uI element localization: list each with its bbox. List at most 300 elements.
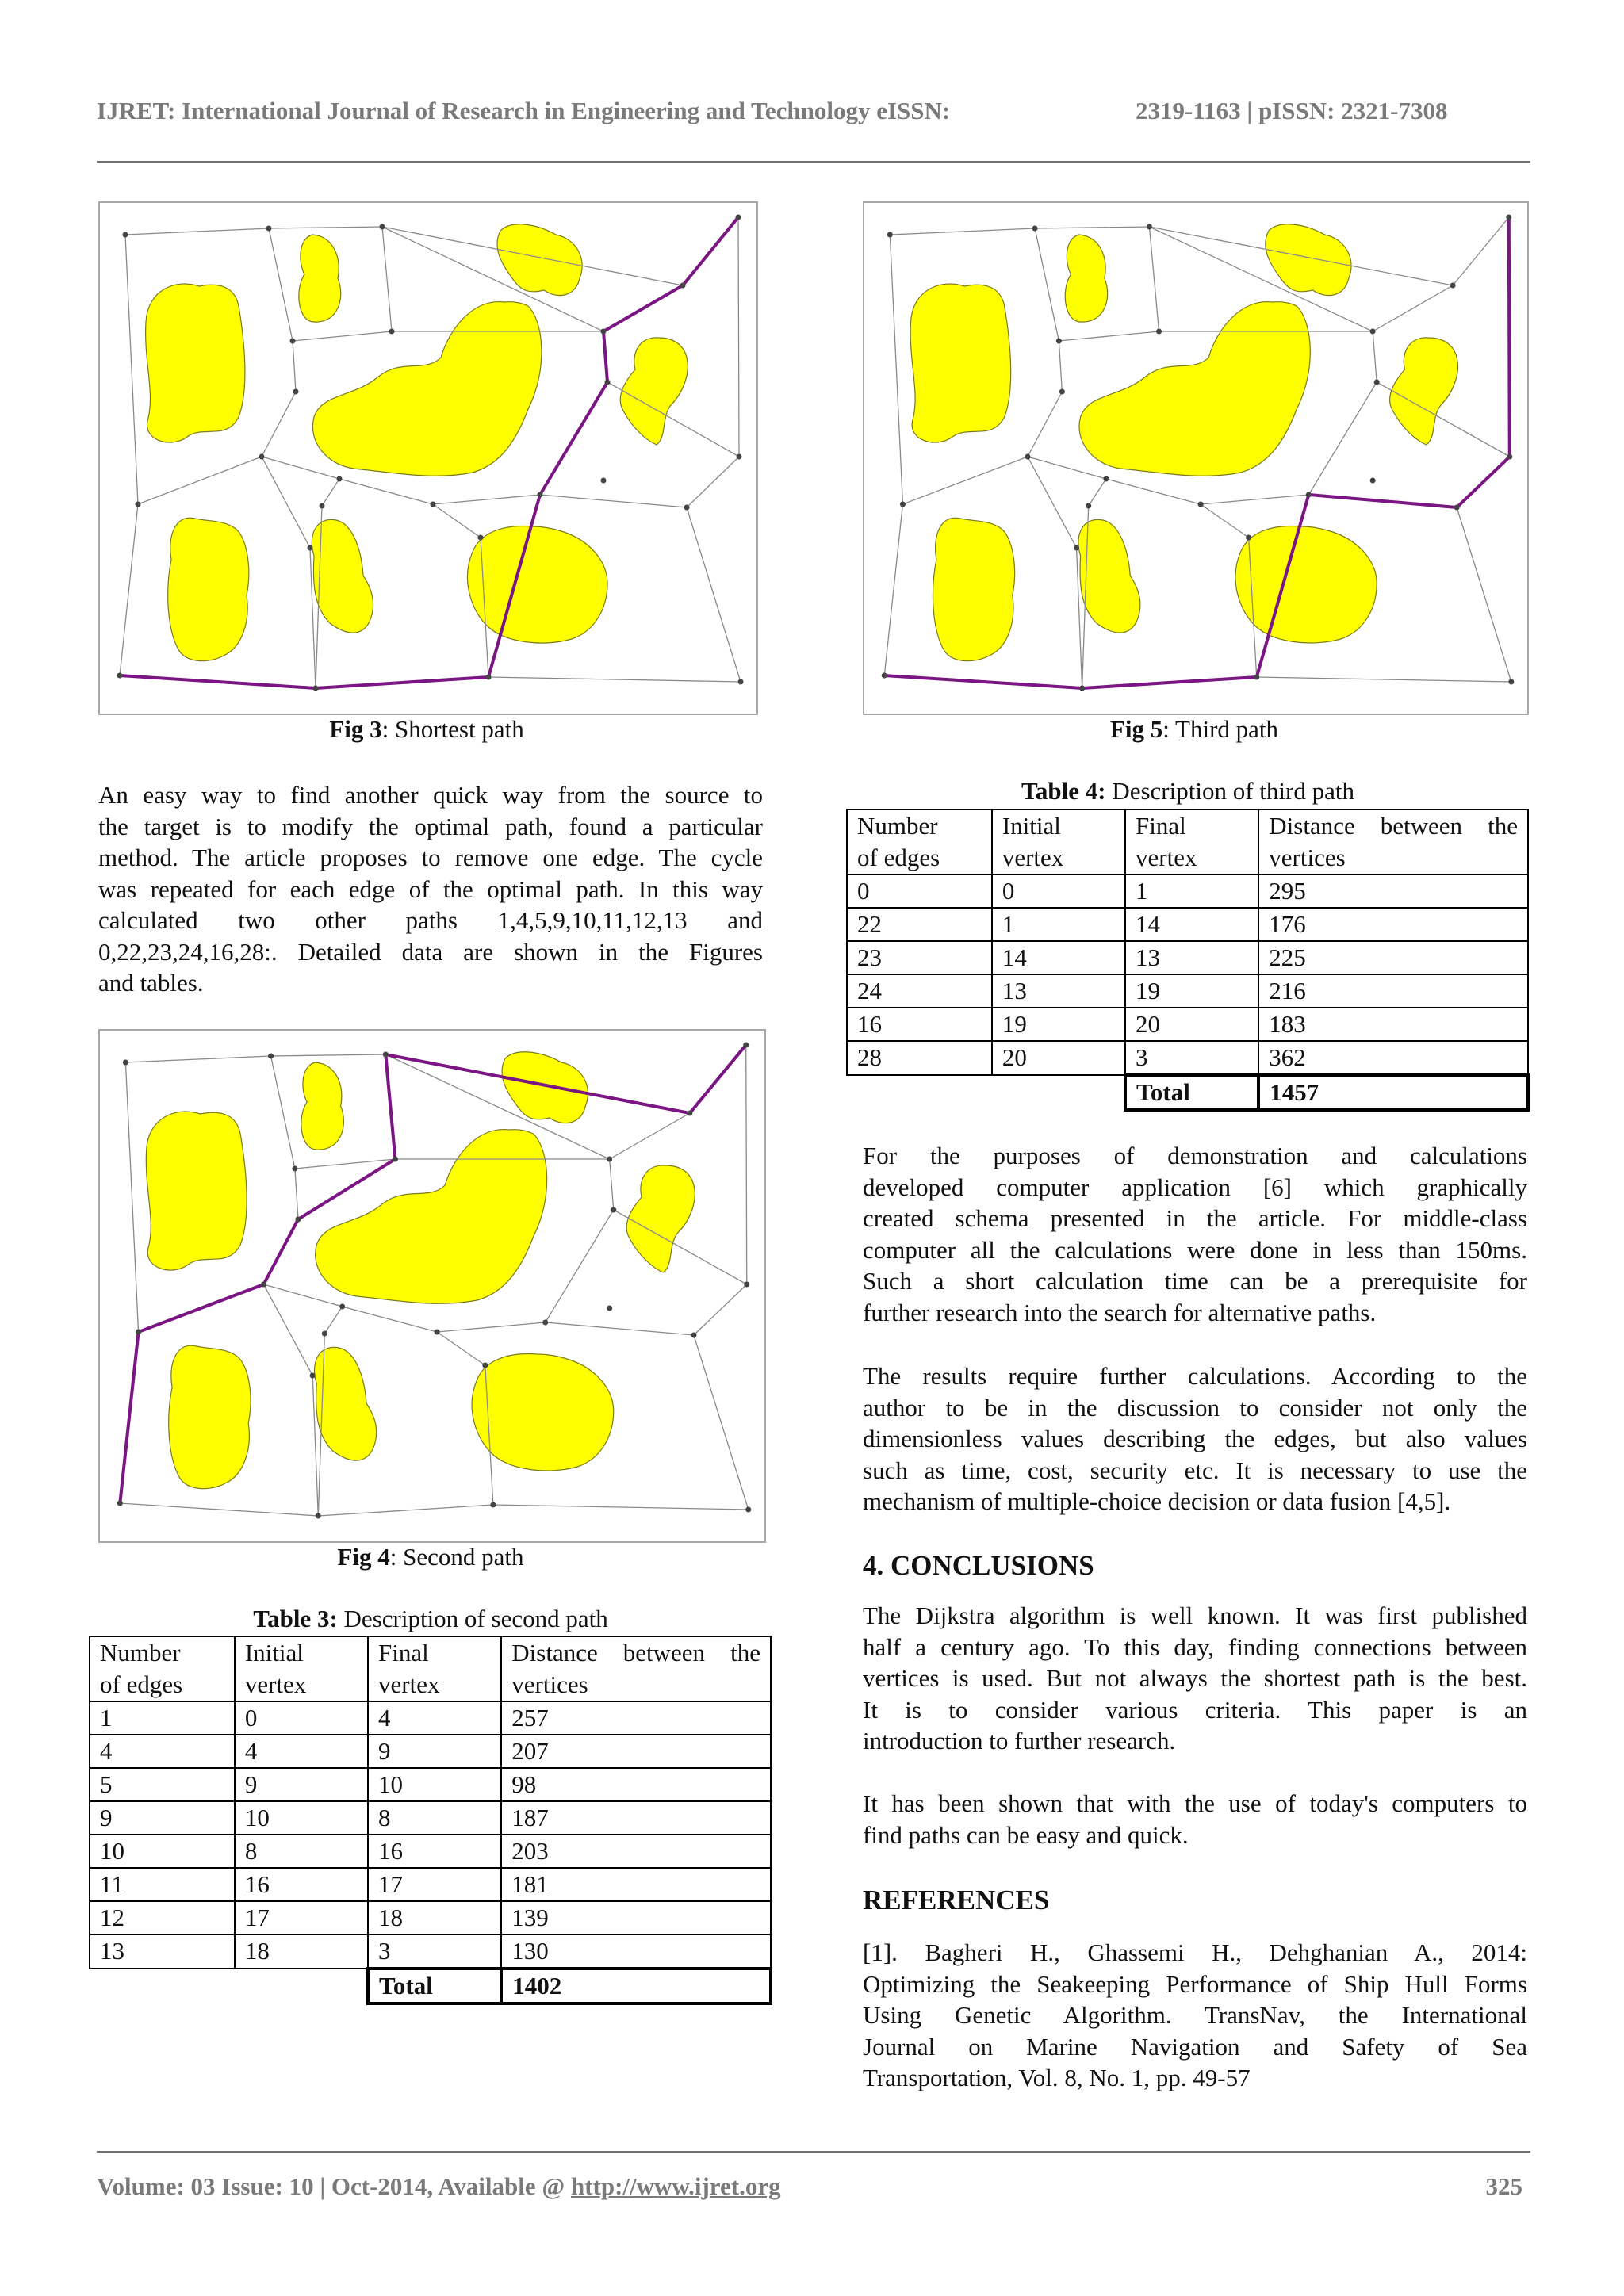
table-cell: 28 [847, 1041, 992, 1075]
graph-edge [120, 504, 138, 675]
graph-vertex [295, 1217, 301, 1223]
graph-vertex [435, 1330, 440, 1335]
graph-edge [1308, 382, 1377, 495]
graph-vertex [601, 329, 607, 335]
table-cell: 98 [501, 1768, 771, 1801]
table-row [90, 1934, 771, 1969]
graph-edge [433, 504, 481, 538]
graph-vertex [383, 1052, 389, 1058]
graph-vertex [380, 224, 385, 230]
graph-edge [902, 457, 1028, 504]
table-4-text: Description of third path [1105, 777, 1354, 805]
graph-edge [694, 1335, 749, 1510]
left-paragraph [98, 779, 763, 999]
graph-edge [433, 495, 540, 504]
graph-edge [493, 1505, 749, 1510]
graph-vertex [486, 675, 492, 680]
table-cell: 20 [992, 1041, 1125, 1075]
table-cell: 295 [1258, 874, 1528, 908]
header-cell [1125, 809, 1258, 874]
graph-vertex [117, 1501, 123, 1506]
graph-vertex [322, 1331, 327, 1337]
text-line: For the purposes of demonstration and calculations [863, 1142, 1527, 1169]
header-cell [847, 809, 992, 874]
island-shape [146, 1112, 247, 1270]
island-shape [468, 526, 607, 643]
table-row [90, 1701, 771, 1735]
table-header-row [847, 809, 1528, 874]
text-line: developed computer application [6] which graphically [863, 1173, 1527, 1201]
graph-vertex [490, 1502, 496, 1508]
graph-vertex [1370, 478, 1376, 484]
table-row [847, 1008, 1528, 1041]
table-total-row [847, 1075, 1528, 1110]
graph-edge [293, 341, 296, 392]
table-cell: 4 [235, 1735, 368, 1768]
graph-vertex [1025, 454, 1030, 460]
graph-edge [1028, 457, 1106, 479]
table-cell: 130 [501, 1934, 771, 1969]
graph-vertex [1370, 329, 1376, 335]
text-line: Transportation, Vol. 8, No. 1, pp. 49-57 [863, 2064, 1251, 2091]
graph-edge [125, 235, 138, 504]
table-cell: 10 [235, 1801, 368, 1835]
table-cell: 9 [235, 1768, 368, 1801]
graph-vertex [1103, 476, 1109, 482]
text-line: [1]. Bagheri H., Ghassemi H., Dehghanian A., 2014: [863, 1938, 1527, 1966]
text-line: half a century ago. To this day, finding connections between [863, 1632, 1527, 1661]
table-cell: 257 [501, 1701, 771, 1735]
table-cell: 4 [368, 1701, 501, 1735]
header-cell [90, 1636, 235, 1701]
graph-edge [1089, 479, 1106, 506]
graph-edge [343, 1307, 437, 1332]
graph-edge [546, 1322, 694, 1335]
table-4 [846, 809, 1530, 1112]
table-cell: 3 [1125, 1041, 1258, 1075]
header-text: vertex [378, 1670, 440, 1698]
graph-edge [488, 677, 741, 682]
running-footer [97, 2172, 1530, 2201]
header-text: vertex [1002, 844, 1064, 871]
graph-vertex [308, 545, 313, 551]
island-shape [910, 284, 1011, 442]
graph-vertex [136, 502, 141, 507]
text-line: introduction to further research. [863, 1727, 1176, 1755]
graph-vertex [293, 389, 299, 395]
island-shape [312, 302, 542, 476]
text-line: The results require further calculations. According to the [863, 1362, 1527, 1390]
graph-edge [293, 331, 392, 341]
graph-vertex [737, 454, 742, 460]
journal-title: IJRET: International Journal of Research in Engineering and Technology eISSN: [97, 97, 951, 124]
table-cell: 13 [992, 974, 1125, 1008]
table-cell: 0 [235, 1701, 368, 1735]
graph-vertex [266, 226, 272, 232]
graph-vertex [337, 476, 343, 482]
graph-vertex [123, 1060, 128, 1066]
graph-edge [125, 1056, 270, 1062]
graph-edge [269, 228, 293, 341]
graph-vertex [313, 686, 319, 691]
table-row [847, 941, 1528, 974]
header-text: Distance between the [1269, 812, 1518, 840]
island-shape [316, 1130, 547, 1304]
graph-vertex [1198, 502, 1204, 507]
figure-4-second-path [98, 1029, 766, 1543]
graph-vertex [605, 380, 611, 385]
text-line: 0,22,23,24,16,28:. Detailed data are shown in the Figures [98, 937, 763, 966]
right-paragraph-2 [863, 1360, 1527, 1517]
text-line: It has been shown that with the use of today's computers to [863, 1789, 1527, 1817]
footer-link[interactable]: http://www.ijret.org [570, 2172, 781, 2200]
island-shape [1065, 235, 1107, 322]
table-cell: 176 [1258, 908, 1528, 941]
table-cell: 11 [90, 1868, 235, 1901]
figure-3-shortest-path [98, 201, 758, 715]
graph-vertex [1074, 545, 1079, 551]
figure-4-text: : Second path [389, 1543, 524, 1571]
graph-vertex [601, 478, 607, 484]
table-4-caption [846, 777, 1530, 806]
graph-edge [271, 1056, 295, 1169]
graph-edge [1457, 507, 1511, 682]
header-cell [235, 1636, 368, 1701]
graph-vertex [1506, 215, 1511, 220]
graph-vertex [1079, 686, 1085, 691]
table-cell: 23 [847, 941, 992, 974]
header-cell [1258, 809, 1528, 874]
graph-edge [1106, 479, 1201, 504]
island-shape [169, 1345, 251, 1488]
table-row [847, 908, 1528, 941]
island-shape [497, 224, 582, 296]
graph-edge [890, 228, 1035, 235]
island-shape [502, 1052, 588, 1123]
table-cell: 8 [368, 1801, 501, 1835]
total-label: Total [368, 1969, 501, 2003]
graph-vertex [1507, 454, 1512, 460]
table-header-row [90, 1636, 771, 1701]
table-3 [89, 1636, 772, 2005]
conclusions-paragraph-2 [863, 1788, 1527, 1850]
table-cell: 9 [90, 1801, 235, 1835]
graph-edge [382, 227, 392, 331]
table-3-caption [89, 1605, 772, 1633]
references-heading: REFERENCES [863, 1885, 1050, 1915]
graph-edge [295, 1169, 298, 1219]
table-4-label: Table 4: [1021, 777, 1106, 805]
graph-edge [120, 1503, 318, 1516]
graph-edge [1373, 285, 1453, 331]
table-cell: 17 [368, 1868, 501, 1901]
graph-vertex [1246, 535, 1251, 541]
header-text: Number [100, 1639, 181, 1667]
graph-vertex [1147, 224, 1152, 230]
graph-vertex [1156, 329, 1162, 335]
text-line: calculated two other paths 1,4,5,9,10,11,12,13 and [98, 906, 763, 934]
graph-vertex [538, 492, 543, 498]
graph-edge [1373, 331, 1377, 382]
table-row [90, 1835, 771, 1868]
graph-edge [1257, 677, 1511, 682]
graph-vertex [1254, 675, 1259, 680]
table-cell: 1 [90, 1701, 235, 1735]
graph-vertex [900, 502, 906, 507]
table-row [847, 1041, 1528, 1075]
graph-vertex [268, 1054, 274, 1059]
blank-cell [847, 1075, 1125, 1110]
header-text: vertex [1136, 844, 1197, 871]
island-shape [168, 518, 249, 660]
graph-edge [262, 457, 310, 548]
graph-vertex [482, 1363, 488, 1368]
graph-edge [1201, 504, 1249, 538]
graph-edge [322, 479, 339, 506]
graph-edge [263, 1284, 312, 1376]
graph-edge [1149, 227, 1159, 331]
graph-vertex [542, 1320, 548, 1326]
graph-edge [263, 1284, 342, 1307]
table-cell: 203 [501, 1835, 771, 1868]
graph-vertex [743, 1043, 749, 1048]
conclusions-heading: 4. CONCLUSIONS [863, 1550, 1094, 1581]
graph-edge [1028, 392, 1062, 457]
footer-volume: Volume: 03 Issue: 10 | Oct-2014, Available @ [97, 2172, 571, 2200]
graph-vertex [611, 1207, 616, 1213]
graph-edge [540, 495, 687, 507]
table-total-row [90, 1969, 771, 2003]
header-text: Final [1136, 812, 1186, 840]
graph-edge [546, 1210, 614, 1322]
graph-vertex [1056, 339, 1062, 344]
table-cell: 18 [368, 1901, 501, 1934]
header-cell [501, 1636, 771, 1701]
text-line: Using Genetic Algorithm. TransNav, the International [863, 2001, 1527, 2029]
graph-diagram-3 [100, 203, 756, 714]
island-shape [1390, 338, 1458, 445]
graph-vertex [1450, 283, 1456, 289]
table-cell: 1 [1125, 874, 1258, 908]
running-header [97, 97, 1530, 125]
header-text: Distance between the [511, 1639, 760, 1667]
header-text: of edges [100, 1670, 183, 1698]
table-cell: 19 [1125, 974, 1258, 1008]
table-row [90, 1868, 771, 1901]
text-line: such as time, cost, security etc. It is necessary to use the [863, 1456, 1527, 1484]
graph-vertex [607, 1157, 612, 1162]
table-cell: 362 [1258, 1041, 1528, 1075]
island-shape [1235, 526, 1377, 643]
table-3-text: Description of second path [337, 1605, 608, 1632]
graph-vertex [320, 503, 325, 509]
text-line: Journal on Marine Navigation and Safety of Sea [863, 2032, 1527, 2061]
island-shape [472, 1353, 614, 1471]
header-text: vertex [244, 1670, 307, 1698]
table-cell: 187 [501, 1801, 771, 1835]
graph-edge [687, 507, 741, 682]
table-cell: 13 [90, 1934, 235, 1969]
graph-vertex [261, 1282, 266, 1288]
graph-edge [610, 1113, 690, 1159]
island-shape [626, 1165, 695, 1272]
page-number: 325 [1485, 2172, 1522, 2200]
graph-diagram-4 [100, 1031, 764, 1541]
text-line: was repeated for each edge of the optimal path. In this way [98, 874, 763, 903]
header-text: of edges [857, 844, 940, 871]
table-cell: 12 [90, 1901, 235, 1934]
graph-edge [125, 228, 269, 235]
conclusions-paragraph-1 [863, 1600, 1527, 1757]
figure-3-label: Fig 3 [329, 715, 382, 743]
graph-edge [138, 457, 262, 504]
graph-edge [318, 1505, 493, 1516]
graph-vertex [736, 215, 741, 220]
table-cell: 14 [992, 941, 1125, 974]
table-row [847, 874, 1528, 908]
island-shape [620, 338, 688, 445]
total-value: 1402 [501, 1969, 771, 2003]
figure-5-text: : Third path [1162, 715, 1279, 743]
right-paragraph-1 [863, 1140, 1527, 1328]
graph-vertex [1306, 492, 1312, 498]
graph-vertex [738, 679, 744, 685]
figure-4-caption [98, 1543, 763, 1571]
table-cell: 1 [992, 908, 1125, 941]
table-cell: 18 [235, 1934, 368, 1969]
graph-edge [437, 1332, 485, 1365]
text-line: further research into the search for alternative paths. [863, 1298, 1377, 1326]
table-cell: 139 [501, 1901, 771, 1934]
graph-edge [269, 227, 382, 228]
table-cell: 19 [992, 1008, 1125, 1041]
text-line: dimensionless values describing the edges, but also values [863, 1425, 1527, 1452]
text-line: method. The article proposes to remove one edge. The cycle [98, 844, 763, 871]
table-row [90, 1801, 771, 1835]
text-line: An easy way to find another quick way from the source to [98, 781, 763, 809]
table-cell: 225 [1258, 941, 1528, 974]
text-line: and tables. [98, 969, 204, 997]
graph-edge [1059, 341, 1062, 392]
text-line: created schema presented in the article. For middle-class [863, 1204, 1527, 1232]
island-shape [146, 284, 245, 442]
graph-edge [437, 1322, 546, 1332]
table-row [90, 1901, 771, 1934]
table-cell: 0 [847, 874, 992, 908]
graph-edge [1059, 331, 1159, 341]
graph-edge [339, 479, 433, 504]
island-shape [301, 1062, 344, 1150]
table-row [90, 1735, 771, 1768]
header-cell [368, 1636, 501, 1701]
graph-edge [271, 1054, 386, 1056]
table-cell: 16 [235, 1868, 368, 1901]
total-value: 1457 [1258, 1075, 1528, 1110]
table-cell: 9 [368, 1735, 501, 1768]
table-cell: 207 [501, 1735, 771, 1768]
graph-vertex [431, 502, 436, 507]
graph-vertex [292, 1166, 297, 1172]
graph-vertex [1508, 679, 1514, 685]
graph-edge [1453, 217, 1509, 285]
graph-vertex [744, 1282, 749, 1288]
graph-edge [1035, 228, 1059, 341]
table-cell: 24 [847, 974, 992, 1008]
graph-edge [687, 457, 739, 507]
text-line: It is to consider various criteria. This paper is an [863, 1695, 1527, 1724]
graph-vertex [1032, 226, 1038, 232]
header-text: vertices [511, 1670, 588, 1698]
blank-cell [90, 1969, 368, 2003]
graph-vertex [339, 1304, 345, 1310]
header-text: vertices [1269, 844, 1346, 871]
text-line: Such a short calculation time can be a prerequisite for [863, 1267, 1527, 1295]
table-cell: 0 [992, 874, 1125, 908]
table-cell: 10 [368, 1768, 501, 1801]
graph-vertex [680, 283, 686, 289]
island-shape [933, 518, 1015, 660]
graph-vertex [310, 1373, 316, 1379]
graph-edge [694, 1284, 747, 1335]
table-cell: 3 [368, 1934, 501, 1969]
graph-edge [746, 1045, 747, 1284]
figure-3-caption [98, 715, 755, 744]
graph-vertex [259, 454, 265, 460]
header-text: Number [857, 812, 938, 840]
table-cell: 17 [235, 1901, 368, 1934]
text-line: mechanism of multiple-choice decision or data fusion [4,5]. [863, 1487, 1451, 1515]
graph-vertex [478, 535, 484, 541]
table-row [847, 974, 1528, 1008]
table-cell: 22 [847, 908, 992, 941]
text-line: find paths can be easy and quick. [863, 1820, 1189, 1849]
table-cell: 5 [90, 1768, 235, 1801]
graph-vertex [1454, 505, 1460, 511]
graph-vertex [1086, 503, 1091, 509]
graph-edge [125, 1062, 138, 1332]
header-text: Initial [1002, 812, 1061, 840]
graph-vertex [691, 1333, 696, 1338]
text-line: vertices is used. But not always the shortest path is the best. [863, 1664, 1527, 1692]
text-line: computer all the calculations were done in less than 150ms. [863, 1235, 1527, 1264]
reference-1 [863, 1937, 1527, 2094]
table-cell: 20 [1125, 1008, 1258, 1041]
footer-rule [97, 2151, 1530, 2152]
text-line: the target is to modify the optimal path, found a particular [98, 812, 763, 840]
graph-edge [262, 457, 339, 479]
graph-diagram-5 [864, 203, 1527, 714]
figure-4-label: Fig 4 [337, 1543, 390, 1571]
table-cell: 16 [368, 1835, 501, 1868]
header-rule [97, 161, 1530, 163]
graph-vertex [123, 232, 128, 238]
text-line: Optimizing the Seakeeping Performance of Ship Hull Forms [863, 1969, 1527, 1998]
table-cell: 181 [501, 1868, 771, 1901]
island-shape [1266, 224, 1351, 296]
table-cell: 13 [1125, 941, 1258, 974]
figure-3-text: : Shortest path [381, 715, 524, 743]
graph-vertex [1374, 380, 1380, 385]
header-text: Final [378, 1639, 429, 1667]
table-cell: 216 [1258, 974, 1528, 1008]
figure-5-label: Fig 5 [1109, 715, 1163, 743]
graph-vertex [136, 1330, 141, 1335]
graph-vertex [389, 329, 395, 335]
graph-edge [738, 217, 739, 457]
table-cell: 14 [1125, 908, 1258, 941]
graph-edge [1201, 495, 1308, 504]
graph-edge [610, 1159, 614, 1210]
